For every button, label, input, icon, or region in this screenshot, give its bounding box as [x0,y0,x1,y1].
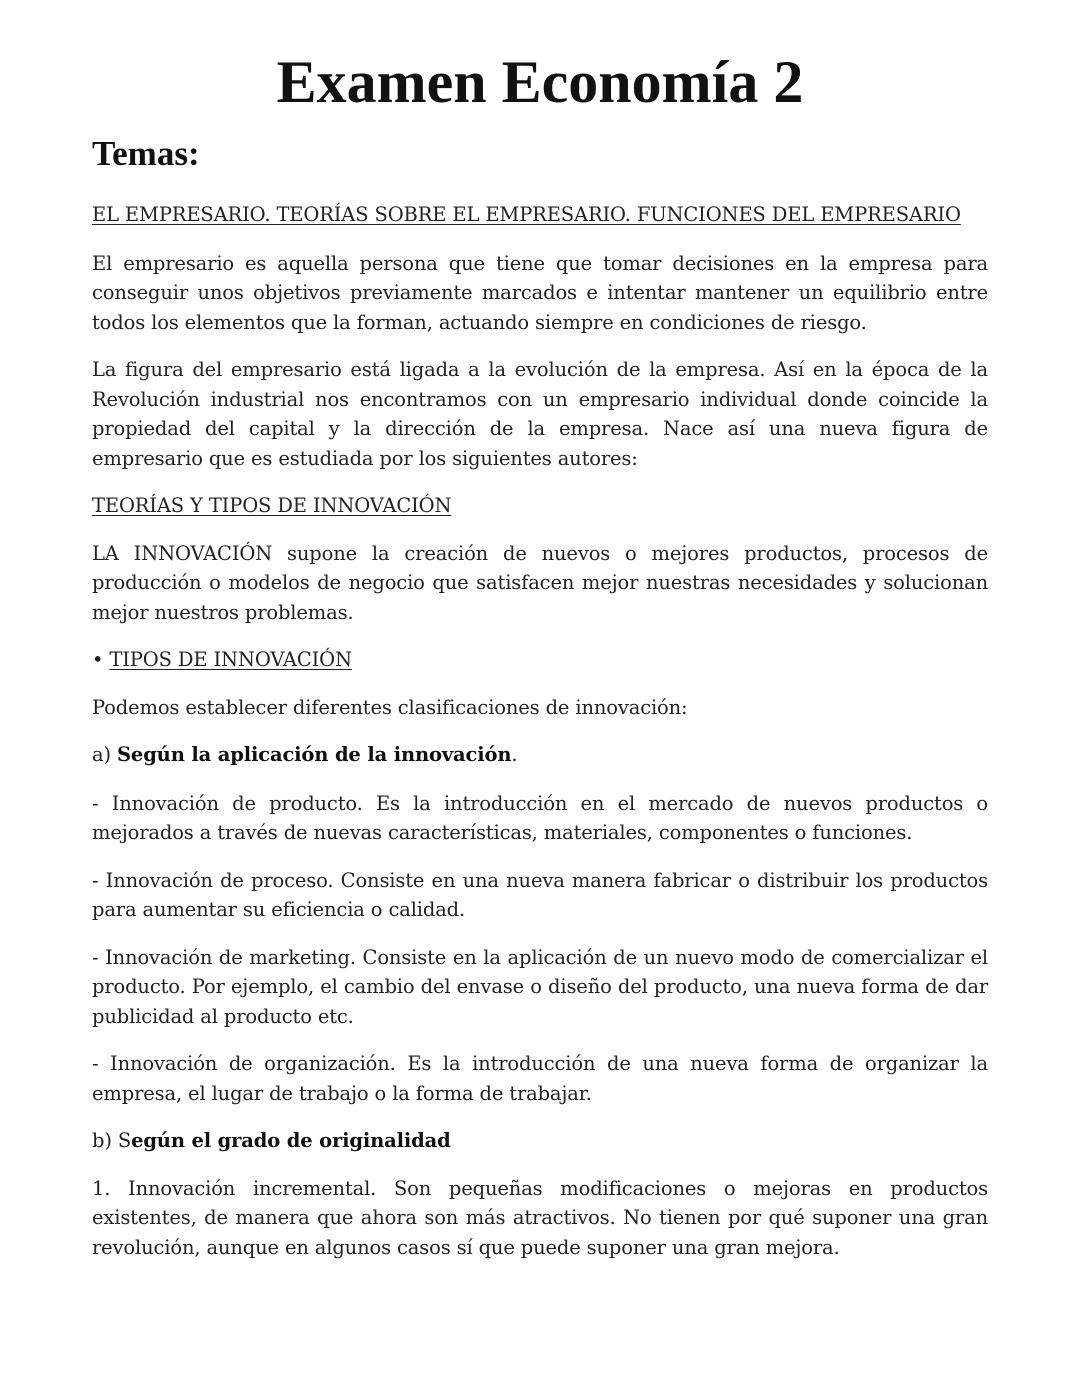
list-item-innovacion-proceso: - Innovación de proceso. Consiste en una nueva manera fabricar o distribuir los productos para aumentar su eficiencia o calidad. [92,868,988,921]
list-item-innovacion-incremental: 1. Innovación incremental. Son pequeñas modificaciones o mejoras en productos existentes, de manera que ahora son más atractivos. No tienen por qué suponer una gran revolución, aunque en algunos casos sí que puede suponer una gran mejora. [92,1176,988,1259]
classification-b-heading [92,1126,988,1156]
section-heading-innovacion: TEORÍAS Y TIPOS DE INNOVACIÓN [92,494,452,517]
document-title: Examen Economía 2 [276,49,804,115]
bullet-heading-label: TIPOS DE INNOVACIÓN [109,648,352,671]
classification-a-heading [92,740,988,770]
list-item-innovacion-producto: - Innovación de producto. Es la introducción en el mercado de nuevos productos o mejorados a través de nuevas características, materiales, componentes o funciones. [92,791,988,844]
topics-heading: Temas: [92,134,200,173]
bullet-icon: • [92,648,104,671]
classification-b-label: egún el grado de originalidad [131,1129,451,1152]
classification-a-prefix: a) [92,743,111,766]
paragraph-innovacion-definition: LA INNOVACIÓN supone la creación de nuevos o mejores productos, procesos de producción o modelos de negocio que satisfacen mejor nuestras necesidades y solucionan mejor nuestros problemas. [92,541,988,624]
section-heading-empresario: EL EMPRESARIO. TEORÍAS SOBRE EL EMPRESARIO. FUNCIONES DEL EMPRESARIO [92,203,961,226]
list-item-innovacion-marketing: - Innovación de marketing. Consiste en la aplicación de un nuevo modo de comercializar el producto. Por ejemplo, el cambio del envase o diseño del producto, una nueva forma de dar publicidad al producto etc. [92,945,988,1028]
document-page [92,0,988,1262]
classification-a-suffix: . [511,743,518,766]
bullet-heading-tipos [92,645,988,675]
list-item-innovacion-organizacion: - Innovación de organización. Es la introducción de una nueva forma de organizar la empresa, el lugar de trabajo o la forma de trabajar. [92,1052,988,1105]
paragraph-classification-intro: Podemos establecer diferentes clasificaciones de innovación: [92,695,688,719]
paragraph-empresario-definition: El empresario es aquella persona que tiene que tomar decisiones en la empresa para conseguir unos objetivos previamente marcados e intentar mantener un equilibrio entre todos los elementos que la forman, actuando siempre en condiciones de riesgo. [92,251,988,334]
classification-b-prefix: b) S [92,1129,132,1152]
paragraph-empresario-evolution: La figura del empresario está ligada a la evolución de la empresa. Así en la época de la Revolución industrial nos encontramos con un empresario individual donde coincide la propiedad del capital y la dirección de la empresa. Nace así una nueva figura de empresario que es estudiada por los siguientes autores: [92,358,988,470]
classification-a-label: Según la aplicación de la innovación [117,743,512,766]
